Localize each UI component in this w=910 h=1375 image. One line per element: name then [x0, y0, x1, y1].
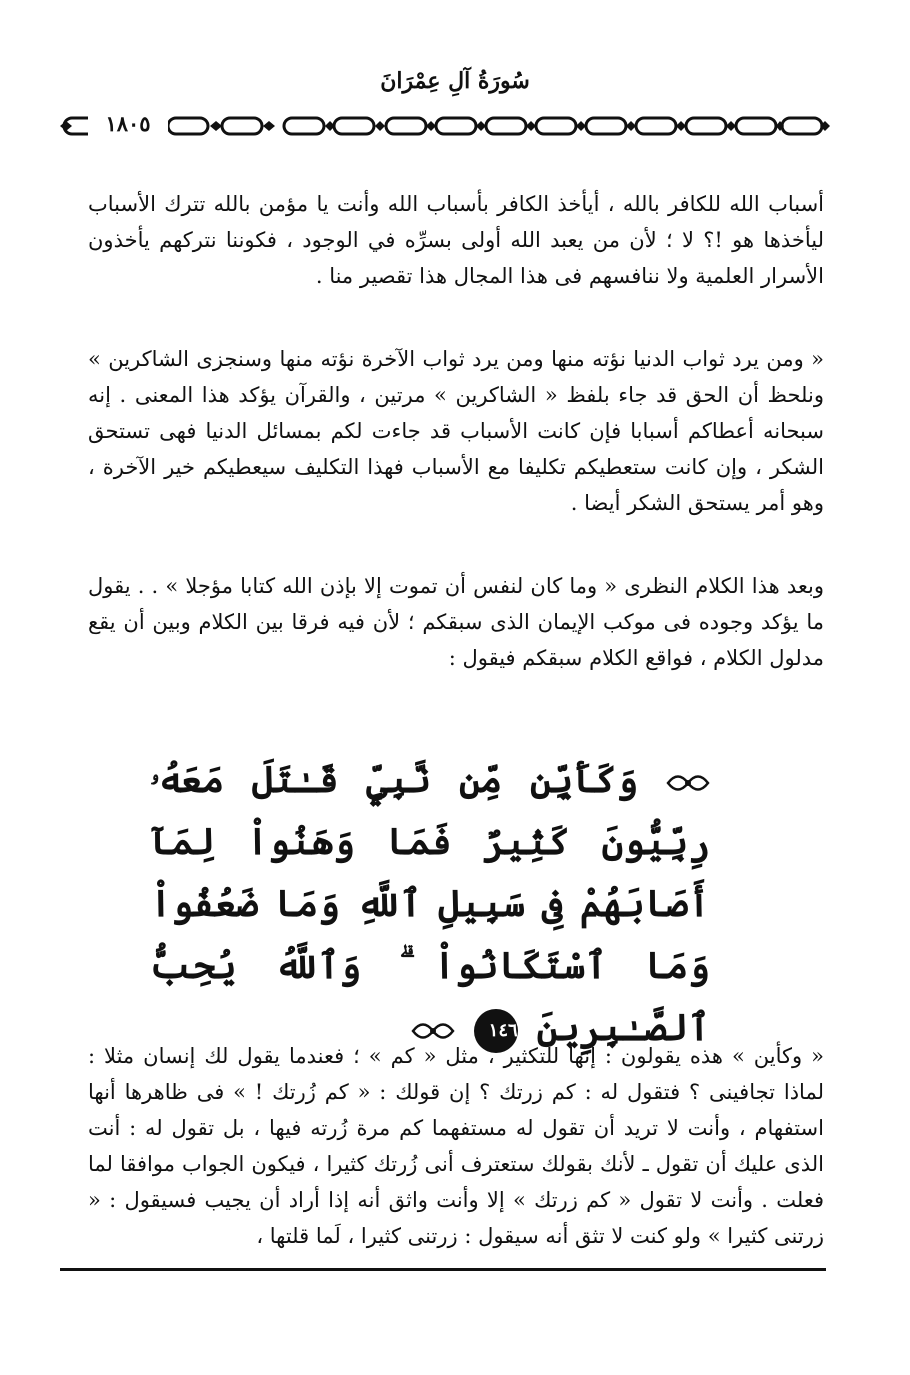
- paragraph-1: أسباب الله للكافر بالله ، أيأخذ الكافر بأسباب الله وأنت يا مؤمن بالله تترك الأسباب ليأخذها هو !؟ لا ؛ لأن من يعبد الله أولى بسرِّه في الوجود ، فكوننا نتركهم يأخذون الأسرار العلمية ولا ننافسهم فى هذا المجال هذا تقصير منا .: [88, 192, 824, 288]
- header-ornament-border: [60, 112, 830, 140]
- paragraph-3: وبعد هذا الكلام النظرى « وما كان لنفس أن تموت إلا بإذن الله كتابا مؤجلا » . . يقول ما يؤكد وجوده فى موكب الإيمان الذى سبقكم ؛ لأن فيه فرقا بين الكلام وبين أن يقع مدلول الكلام ، فواقع الكلام سبقكم فيقول :: [88, 574, 824, 670]
- surah-title: سُورَةُ آلِ عِمْرَانَ: [380, 68, 530, 94]
- footer-divider: [60, 1268, 826, 1271]
- paragraph-2: « ومن يرد ثواب الدنيا نؤته منها ومن يرد ثواب الآخرة نؤته منها وسنجزى الشاكرين » ونلحظ أن الحق قد جاء بلفظ « الشاكرين » مرتين ، والقرآن يؤكد هذا المعنى . إنه سبحانه أعطاكم أسبابا فإن كانت الأسباب قد جاءت لكم بمسائل الدنيا فهى تستحق الشكر ، وإن كانت ستعطيكم تكليفا مع الأسباب فهذا التكليف سيعطيكم خير الآخرة ، وهو أمر يستحق الشكر أيضا .: [88, 347, 824, 515]
- quran-verse: [150, 748, 710, 1058]
- paragraph-4: « وكأين » هذه يقولون : إنها للتكثير ، مثل « كم » ؛ فعندما يقول لك إنسان مثلا : لماذا تجافينى ؟ فتقول له : كم زرتك ؟ إن قولك : « كم زُرتك ! » فى ظاهرها أنها استفهام ، وأنت لا تريد أن تقول له مستفهما كم مرة زُرته فيها ، بل تقول له : أنت الذى عليك أن تقول ـ لأنك بقولك ستعترف أنى زُرتك كثيرا ، فيكون الجواب موافقا لما فعلت . وأنت لا تقول « كم زرتك » إلا وأنت واثق أنه إذا أراد أن يجيب فسيقول : « زرتنى كثيرا » ولو كنت لا تثق أنه سيقول : زرتنى كثيرا ، لَما قلتها ،: [88, 1044, 824, 1248]
- verse-open-ornament-icon: [666, 768, 710, 798]
- page-number: ١٨٠٥: [88, 111, 168, 137]
- verse-text: وَكَأَيِّن مِّن نَّبِيٍّ قَـٰتَلَ مَعَهُۥ رِبِّيُّونَ كَثِيرٌ فَمَا وَهَنُواْ لِمَآ أَصَابَهُمْ فِى سَبِيلِ ٱللَّهِ وَمَا ضَعُفُواْ وَمَا ٱسْتَكَانُواْ ۗ وَٱللَّهُ يُحِبُّ ٱلصَّـٰبِرِينَ: [150, 757, 710, 1049]
- verse-number: ١٤٦: [474, 1009, 518, 1053]
